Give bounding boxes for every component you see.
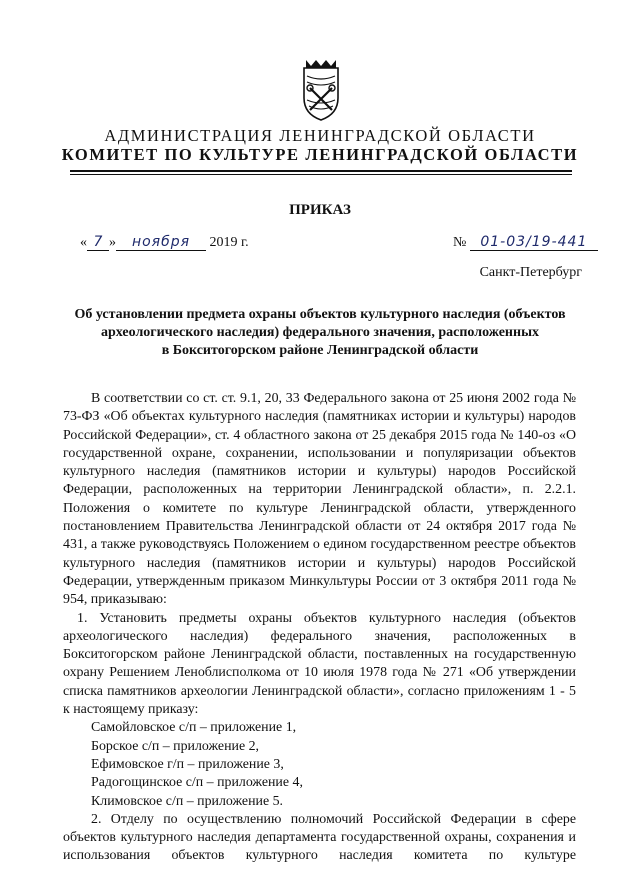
order-number xyxy=(453,234,598,251)
date-year: 2019 г. xyxy=(209,235,249,250)
date-day-handwritten: 7 xyxy=(87,234,109,251)
appendix-item: Борское с/п – приложение 2, xyxy=(91,738,260,754)
appendix-item: Радогощинское с/п – приложение 4, xyxy=(91,775,303,791)
appendix-item: Климовское с/п – приложение 5. xyxy=(91,793,283,809)
order-title: ПРИКАЗ xyxy=(289,202,351,218)
subject-line: Об установлении предмета охраны объектов культурного наследия (объектов xyxy=(74,307,566,322)
city-name: Санкт-Петербург xyxy=(479,265,582,280)
coat-of-arms-icon xyxy=(298,58,344,124)
number-sign: № xyxy=(453,235,467,250)
subject-line: в Бокситогорском районе Ленинградской области xyxy=(161,343,479,358)
intro-paragraph: В соответствии со ст. ст. 9.1, 20, 33 Федерального закона от 25 июня 2002 года № 73-ФЗ «Об объектах культурного наследия (памятниках истории и культуры) народов Российской Федерации», ст. 4 областного закона от 25 декабря 2015 года № 140-оз «О государственной охране, сохранении, использовании и популяризации объектов культурного наследия (памятников истории и культуры) народов Российской Федерации, расположенных на территории Ленинградской области», п. 2.2.1. Положения о комитете по культуре Ленинградской области, утвержденного постановлением Правительства Ленинградской области от 24 октября 2017 года № 431, а также руководствуясь Положением о едином государственном реестре объектов культурного наследия (памятников истории и культуры) народов Российской Федерации, утвержденным приказом Минкультуры России от 3 октября 2011 года № 954, приказываю: xyxy=(63,391,576,608)
org-name-committee: КОМИТЕТ ПО КУЛЬТУРЕ ЛЕНИНГРАДСКОЙ ОБЛАСТИ xyxy=(61,145,579,164)
order-date xyxy=(80,234,249,251)
header-divider-thick xyxy=(70,170,572,172)
appendix-item: Ефимовское г/п – приложение 3, xyxy=(91,756,284,772)
date-close-quote: » xyxy=(109,235,116,250)
point-1-paragraph: 1. Установить предметы охраны объектов культурного наследия (объектов археологического наследия) федерального значения, расположенных в Бокситогорском районе Ленинградской области, поставленных на государственную охрану Решением Леноблисполкома от 10 июля 1978 года № 271 «Об утверждении списка памятников археологии Ленинградской области», согласно приложениям 1 - 5 к настоящему приказу: xyxy=(63,610,576,718)
date-month-handwritten: ноября xyxy=(116,234,206,251)
appendix-item: Самойловское с/п – приложение 1, xyxy=(91,720,297,736)
header-divider-thin xyxy=(70,174,572,175)
order-subject xyxy=(60,306,580,360)
org-name-administration: АДМИНИСТРАЦИЯ ЛЕНИНГРАДСКОЙ ОБЛАСТИ xyxy=(104,126,536,145)
point-2-paragraph: 2. Отделу по осуществлению полномочий Российской Федерации в сфере объектов культурного наследия департамента государственной охраны, сохранения и использования объектов культурного наследия комитета по культуре xyxy=(63,811,576,864)
number-value-handwritten: 01-03/19-441 xyxy=(470,234,598,251)
order-body xyxy=(63,390,576,866)
date-open-quote: « xyxy=(80,235,87,250)
subject-line: археологического наследия) федерального значения, расположенных xyxy=(100,325,539,340)
